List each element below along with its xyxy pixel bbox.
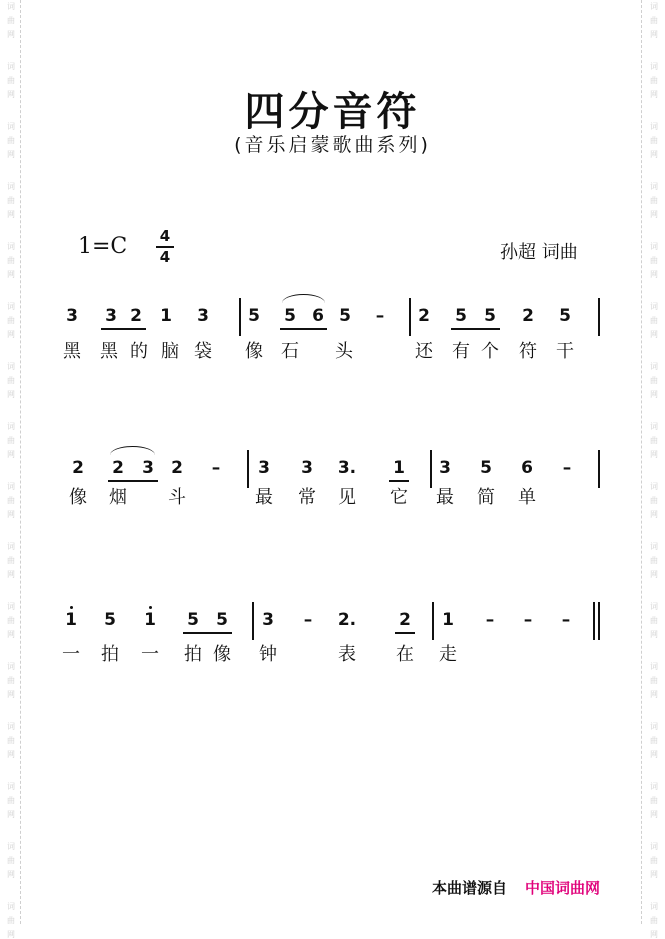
watermark-char: 网 [650, 30, 658, 39]
watermark-char: 网 [650, 330, 658, 339]
lyric-char: 拍 [184, 644, 202, 665]
watermark-char: 曲 [7, 76, 15, 85]
watermark-char: 词 [650, 122, 658, 131]
watermark-char: 词 [7, 842, 15, 851]
jianpu-note: 3 [262, 610, 274, 630]
jianpu-note: 5 [480, 458, 492, 478]
watermark-char: 曲 [650, 796, 658, 805]
watermark-char: 网 [7, 510, 15, 519]
jianpu-note: 2 [399, 610, 411, 630]
lyric-char: 黑 [63, 341, 81, 362]
watermark-char: 曲 [7, 256, 15, 265]
bar-line [432, 602, 434, 640]
footer-source [432, 877, 600, 898]
lyric-char: 有 [452, 341, 470, 362]
watermark-char: 网 [650, 90, 658, 99]
bar-line [239, 298, 241, 336]
lyric-char: 脑 [161, 341, 179, 362]
slur-mark [282, 294, 325, 303]
jianpu-note: 3 [142, 458, 154, 478]
jianpu-note: 2 [418, 306, 430, 326]
watermark-char: 网 [7, 690, 15, 699]
jianpu-note: 2 [112, 458, 124, 478]
lyric-char: 它 [390, 487, 408, 508]
key-signature: 1=C [78, 234, 128, 259]
lyric-char: 像 [69, 487, 87, 508]
bar-line [247, 450, 249, 488]
watermark-char: 词 [7, 782, 15, 791]
watermark-char: 网 [650, 450, 658, 459]
jianpu-note: 5 [284, 306, 296, 326]
jianpu-note: 5 [187, 610, 199, 630]
lyric-char: 一 [141, 644, 159, 665]
watermark-char: 曲 [650, 316, 658, 325]
watermark-char: 词 [7, 722, 15, 731]
beam-underline [108, 480, 158, 482]
watermark-char: 网 [7, 90, 15, 99]
watermark-char: 词 [7, 242, 15, 251]
slur-mark [110, 446, 155, 455]
lyric-char: 头 [335, 341, 353, 362]
lyric-char: 最 [255, 487, 273, 508]
watermark-char: 曲 [650, 16, 658, 25]
author-credit: 孙超 词曲 [500, 242, 578, 263]
watermark-char: 网 [650, 150, 658, 159]
jianpu-note: 3 [105, 306, 117, 326]
watermark-char: 网 [7, 270, 15, 279]
watermark-char: 词 [7, 182, 15, 191]
watermark-char: 网 [650, 810, 658, 819]
lyric-char: 走 [439, 644, 457, 665]
lyric-char: 钟 [259, 644, 277, 665]
octave-dot [149, 606, 152, 609]
watermark-char: 词 [650, 422, 658, 431]
jianpu-note: – [375, 306, 385, 326]
watermark-char: 网 [7, 810, 15, 819]
footer-brand: 中国词曲网 [525, 879, 601, 897]
watermark-char: 词 [650, 2, 658, 11]
watermark-char: 网 [7, 210, 15, 219]
watermark-char: 曲 [7, 556, 15, 565]
watermark-char: 曲 [650, 256, 658, 265]
watermark-char: 词 [650, 722, 658, 731]
jianpu-note: 2 [522, 306, 534, 326]
watermark-char: 曲 [7, 16, 15, 25]
beam-underline [101, 328, 146, 330]
lyric-char: 拍 [101, 644, 119, 665]
watermark-char: 曲 [650, 76, 658, 85]
lyric-char: 见 [338, 487, 356, 508]
watermark-char: 曲 [650, 616, 658, 625]
jianpu-note: 3 [258, 458, 270, 478]
watermark-char: 曲 [7, 796, 15, 805]
watermark-char: 曲 [650, 556, 658, 565]
watermark-char: 词 [650, 842, 658, 851]
watermark-char: 词 [7, 602, 15, 611]
watermark-char: 网 [650, 270, 658, 279]
watermark-char: 曲 [7, 736, 15, 745]
watermark-char: 网 [650, 210, 658, 219]
watermark-char: 曲 [7, 496, 15, 505]
watermark-char: 网 [7, 450, 15, 459]
watermark-char: 网 [650, 510, 658, 519]
watermark-char: 词 [650, 182, 658, 191]
watermark-char: 曲 [7, 676, 15, 685]
watermark-char: 词 [7, 302, 15, 311]
lyric-char: 符 [519, 341, 537, 362]
bar-line [430, 450, 432, 488]
jianpu-note: 1 [393, 458, 405, 478]
jianpu-note: – [561, 610, 571, 630]
watermark-char: 词 [650, 62, 658, 71]
jianpu-note: 6 [312, 306, 324, 326]
jianpu-note: 2 [130, 306, 142, 326]
watermark-char: 曲 [7, 916, 15, 925]
jianpu-note: 5 [216, 610, 228, 630]
watermark-char: 词 [7, 122, 15, 131]
watermark-char: 词 [7, 2, 15, 11]
watermark-char: 曲 [650, 856, 658, 865]
watermark-char: 曲 [7, 436, 15, 445]
watermark-char: 词 [650, 362, 658, 371]
watermark-char: 曲 [650, 496, 658, 505]
jianpu-note: 2. [337, 610, 357, 630]
watermark-char: 词 [7, 542, 15, 551]
lyric-char: 烟 [109, 487, 127, 508]
watermark-char: 网 [7, 930, 15, 939]
jianpu-note: 5 [104, 610, 116, 630]
jianpu-note: 1 [442, 610, 454, 630]
bar-line [598, 602, 600, 640]
lyric-char: 简 [477, 487, 495, 508]
lyric-char: 袋 [194, 341, 212, 362]
lyric-char: 在 [396, 644, 414, 665]
song-subtitle: (音乐启蒙歌曲系列) [234, 134, 431, 156]
lyric-char: 表 [338, 644, 356, 665]
watermark-char: 网 [650, 750, 658, 759]
watermark-char: 曲 [650, 436, 658, 445]
watermark-char: 网 [7, 30, 15, 39]
lyric-char: 个 [481, 341, 499, 362]
jianpu-note: – [485, 610, 495, 630]
watermark-char: 词 [7, 482, 15, 491]
lyric-char: 像 [213, 644, 231, 665]
jianpu-note: 5 [339, 306, 351, 326]
watermark-char: 曲 [650, 676, 658, 685]
watermark-char: 网 [650, 870, 658, 879]
jianpu-note: 3. [337, 458, 357, 478]
lyric-char: 干 [556, 341, 574, 362]
lyric-char: 石 [281, 341, 299, 362]
watermark-char: 词 [650, 242, 658, 251]
watermark-char: 曲 [7, 376, 15, 385]
jianpu-note: – [562, 458, 572, 478]
watermark-char: 网 [7, 870, 15, 879]
watermark-char: 曲 [7, 616, 15, 625]
bar-line [593, 602, 595, 640]
watermark-char: 网 [7, 570, 15, 579]
watermark-char: 曲 [650, 196, 658, 205]
jianpu-note: 2 [171, 458, 183, 478]
lyric-char: 黑 [100, 341, 118, 362]
jianpu-note: 2 [72, 458, 84, 478]
watermark-char: 网 [7, 390, 15, 399]
watermark-char: 词 [650, 782, 658, 791]
beam-underline [280, 328, 327, 330]
jianpu-note: – [211, 458, 221, 478]
watermark-char: 曲 [650, 376, 658, 385]
bar-line [598, 450, 600, 488]
bar-line [409, 298, 411, 336]
jianpu-note: – [303, 610, 313, 630]
lyric-char: 像 [245, 341, 263, 362]
watermark-char: 网 [7, 330, 15, 339]
watermark-char: 网 [650, 570, 658, 579]
watermark-char: 曲 [7, 136, 15, 145]
octave-dot [70, 606, 73, 609]
watermark-char: 网 [650, 690, 658, 699]
beam-underline [395, 632, 415, 634]
jianpu-note: 3 [439, 458, 451, 478]
watermark-char: 网 [650, 390, 658, 399]
watermark-char: 词 [7, 422, 15, 431]
watermark-char: 词 [650, 902, 658, 911]
lyric-char: 单 [518, 487, 536, 508]
lyric-char: 常 [298, 487, 316, 508]
beam-underline [389, 480, 409, 482]
jianpu-note: 5 [248, 306, 260, 326]
jianpu-note: 1 [160, 306, 172, 326]
lyric-char: 斗 [168, 487, 186, 508]
watermark-char: 网 [7, 630, 15, 639]
watermark-char: 词 [650, 602, 658, 611]
jianpu-note: 1 [144, 610, 156, 630]
time-signature-top: 4 [159, 227, 171, 245]
watermark-char: 词 [650, 482, 658, 491]
jianpu-note: 5 [455, 306, 467, 326]
jianpu-note: 3 [66, 306, 78, 326]
lyric-char: 的 [130, 341, 148, 362]
jianpu-note: 6 [521, 458, 533, 478]
beam-underline [183, 632, 232, 634]
watermark-char: 词 [650, 542, 658, 551]
watermark-char: 网 [7, 750, 15, 759]
lyric-char: 一 [62, 644, 80, 665]
jianpu-note: 3 [301, 458, 313, 478]
watermark-char: 网 [650, 630, 658, 639]
watermark-char: 曲 [650, 136, 658, 145]
lyric-char: 最 [436, 487, 454, 508]
jianpu-note: 3 [197, 306, 209, 326]
jianpu-note: 5 [559, 306, 571, 326]
watermark-char: 曲 [650, 916, 658, 925]
bar-line [598, 298, 600, 336]
watermark-char: 曲 [650, 736, 658, 745]
watermark-char: 词 [7, 662, 15, 671]
jianpu-note: – [523, 610, 533, 630]
watermark-char: 词 [7, 62, 15, 71]
song-title: 四分音符 [244, 89, 421, 135]
watermark-char: 曲 [7, 196, 15, 205]
jianpu-note: 5 [484, 306, 496, 326]
watermark-char: 词 [650, 662, 658, 671]
watermark-char: 网 [7, 150, 15, 159]
time-signature-bottom: 4 [159, 247, 171, 266]
jianpu-note: 1 [65, 610, 77, 630]
watermark-char: 词 [650, 302, 658, 311]
lyric-char: 还 [415, 341, 433, 362]
bar-line [252, 602, 254, 640]
beam-underline [451, 328, 500, 330]
footer-source-label: 本曲谱源自 [432, 879, 508, 897]
watermark-char: 曲 [7, 316, 15, 325]
watermark-char: 网 [650, 930, 658, 939]
watermark-char: 曲 [7, 856, 15, 865]
watermark-char: 词 [7, 362, 15, 371]
watermark-char: 词 [7, 902, 15, 911]
